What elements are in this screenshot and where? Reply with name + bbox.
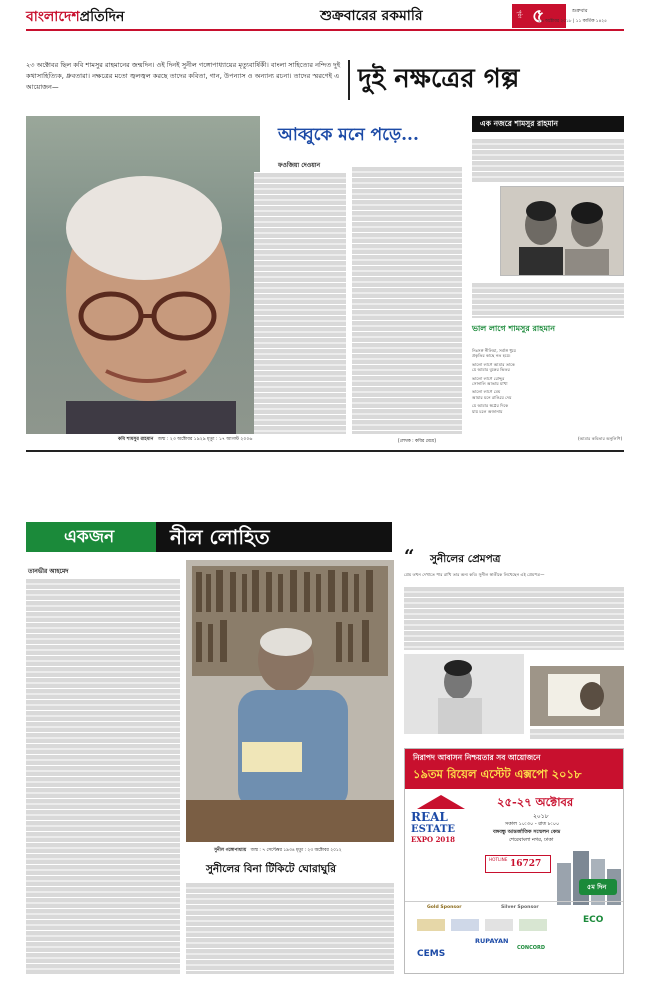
poem-title: ভাল লাগে শামসুর রাহমান xyxy=(472,323,555,333)
ad-top-band xyxy=(405,749,623,789)
day-bubble xyxy=(579,879,617,895)
article1-author: ফওজিয়া দেওয়ান xyxy=(278,162,321,169)
couple-bw-photo xyxy=(404,654,524,734)
article2-author: তানভীর আহমেদ xyxy=(28,568,69,575)
logo-word2: ESTATE xyxy=(411,824,456,835)
buildings-icon xyxy=(555,845,623,905)
article2-caption xyxy=(214,847,394,854)
ad-time: সকাল ১০:৩০ - রাত ৮:০০ xyxy=(505,821,560,827)
page-num: ৫ xyxy=(532,5,545,27)
article2-body-col1 xyxy=(26,578,180,974)
caption-name: সুনীল গঙ্গোপাধ্যায় xyxy=(214,848,247,853)
poem-line: ভালো লাগে আমার তাকে xyxy=(472,361,515,367)
brand-part1: বাংলাদেশ xyxy=(26,9,80,25)
logo-roof-icon xyxy=(417,795,465,809)
section-title: শুক্রবারের রকমারি xyxy=(320,8,423,24)
hotline-label: HOTLINE xyxy=(489,857,508,862)
ekjon-label-box xyxy=(26,522,156,552)
ad-venue: বঙ্গবন্ধু আন্তর্জাতিক সম্মেলন কেন্দ্র xyxy=(493,829,561,835)
article1-caption xyxy=(118,437,350,443)
letter-illustration xyxy=(530,666,624,726)
poem-line: ভালো লাগে মেঘ xyxy=(472,389,501,395)
sponsor-logo-row xyxy=(417,917,567,933)
poet-portrait-photo xyxy=(26,116,260,434)
poem-source: (আমার কবিতার অনুলিপি) xyxy=(578,436,623,441)
hotline-box xyxy=(485,855,551,873)
banner-title: দুই নক্ষত্রের গল্প xyxy=(358,64,520,94)
article1-headline: আব্বুকে মনে পড়ে... xyxy=(278,125,419,145)
logo-word3: EXPO 2018 xyxy=(411,835,456,844)
sunil-reading-photo xyxy=(186,560,394,842)
real-estate-expo-ad[interactable] xyxy=(404,748,624,974)
banner-intro: ২৩ অক্টোবর ছিল কবি শামসুর রাহমানের জন্মদিন। ওই দিনই সুনীল গঙ্গোপাধ্যায়ের মৃত্যুবার্ষিকী। বাংলা সাহিত্যের নন্দিত দুই কথাসাহিত্যিক, ধ্রুবতারা। নক্ষত্রের মতো জ্বলজ্বল করছে তাদের কবিতা, গান, উপন্যাস ও অন্যান্য রচনা। তাদের স্মরণেই এ আয়োজন— xyxy=(26,61,341,91)
buildings-graphic xyxy=(555,845,623,905)
expo-logo xyxy=(411,795,475,855)
poem-line: যে আমার বুকের ভিতর xyxy=(472,367,510,373)
poem-line: যে আমার স্বপ্নের দিকে xyxy=(472,403,509,409)
poem-line: ভালো লাগে রোদ্দুর xyxy=(472,375,505,381)
day-bubble-text: ৫ম দিন xyxy=(587,883,607,891)
article2-subhead: সুনীলের বিনা টিকিটে ঘোরাঘুরি xyxy=(206,863,337,875)
poem-line: যায় চলে অজানায় xyxy=(472,408,503,414)
nil-lohit-box xyxy=(156,522,392,552)
ad-top1: নিরাপদ আবাসন নিশ্চয়তার সব আয়োজনে xyxy=(413,753,541,762)
silver-sponsor-label: Silver Sponsor xyxy=(501,905,539,910)
poem-line: আমার মনে রাঙিয়ে দেয় xyxy=(472,394,512,400)
sidebar-photo-caption xyxy=(472,282,624,318)
hotline-number: 16727 xyxy=(510,859,542,869)
sponsor-eco: ECO xyxy=(583,915,604,925)
portrait-illustration xyxy=(26,116,260,434)
gold-sponsor-label: Gold Sponsor xyxy=(427,905,462,910)
sponsor-cems: CEMS xyxy=(417,949,446,959)
article3-title: সুনীলের প্রেমপত্র xyxy=(430,553,501,565)
article1-body-col1 xyxy=(254,172,346,434)
masthead xyxy=(0,0,650,36)
ad-dates: ২৫-২৭ অক্টোবর xyxy=(497,795,574,809)
day-label: শুক্রবার xyxy=(572,8,588,14)
sponsor-logos-icon xyxy=(417,917,567,933)
article3-lead: প্রেম তখন দেখাতে পার রাখি তার অন্য কবি। সুনীল স্বাতীকে লিখেছেন এই প্রেমপত্র— xyxy=(404,572,545,577)
poem-line: প্রকৃতির কাছে নত হয়ে। xyxy=(472,353,511,359)
banner-divider xyxy=(348,60,350,100)
article3-photo-caption xyxy=(530,728,624,740)
quote-icon: “ xyxy=(404,546,415,567)
poem-line: সোনালি আভায় মাখা xyxy=(472,381,508,387)
article1-body-col2 xyxy=(352,166,462,434)
caption-dates: জন্ম : ২৩ অক্টোবর ১৯২৯ মৃত্যু : ১৭ আগস্ট ২০০৬ xyxy=(157,437,253,442)
sponsor-rupayan: RUPAYAN xyxy=(475,937,509,945)
logo-word1: REAL xyxy=(411,810,448,824)
article1-author-note: [লেখক : কবির মেয়ে] xyxy=(398,439,436,444)
bw-photo-illustration xyxy=(404,654,524,734)
sponsor-concord: CONCORD xyxy=(517,945,546,951)
letter-photo xyxy=(530,666,624,726)
masthead-rule xyxy=(26,29,624,31)
ad-top2: ১৯তম রিয়েল এস্টেট এক্সপো ২০১৮ xyxy=(413,767,582,781)
nil-lohit-title: নীল লোহিত xyxy=(170,525,270,549)
ekjon-label: একজন xyxy=(64,527,115,547)
ad-sponsor-rule xyxy=(405,901,623,902)
article2-body-col2 xyxy=(186,882,394,974)
poem-lines xyxy=(472,348,624,414)
sidebar-header: এক নজরে শামসুর রাহমান xyxy=(480,119,559,128)
couple-illustration xyxy=(501,187,624,276)
caption-name: কবি শামসুর রাহমান xyxy=(118,437,154,442)
date-line: ২৬ অক্টোবর ২০১৮ | ১১ কার্তিক ১৪২৫ xyxy=(538,19,607,24)
article3-body xyxy=(404,586,624,650)
brand-part2: প্রতিদিন xyxy=(79,9,125,25)
banner xyxy=(26,60,624,106)
ad-venue2: শেরেবাংলা নগর, ঢাকা xyxy=(509,837,554,843)
page-word: পৃষ্ঠা xyxy=(516,10,522,19)
sunil-illustration xyxy=(186,560,394,842)
sidebar-bio-text xyxy=(472,138,624,182)
section-divider xyxy=(26,450,624,452)
brand-logo[interactable] xyxy=(26,8,124,26)
couple-photo xyxy=(500,186,624,276)
caption-dates: জন্ম : ৭ সেপ্টেম্বর ১৯৩৪ মৃত্যু : ২৩ অক্টোবর ২০১২ xyxy=(250,848,342,853)
poem-line: নিঃসঙ্গ নীলিমা, সর্বাঙ্গ ধুয়ে xyxy=(472,348,516,353)
ad-year: ২০১৮ xyxy=(533,813,549,820)
sidebar-header-bar xyxy=(472,116,624,132)
